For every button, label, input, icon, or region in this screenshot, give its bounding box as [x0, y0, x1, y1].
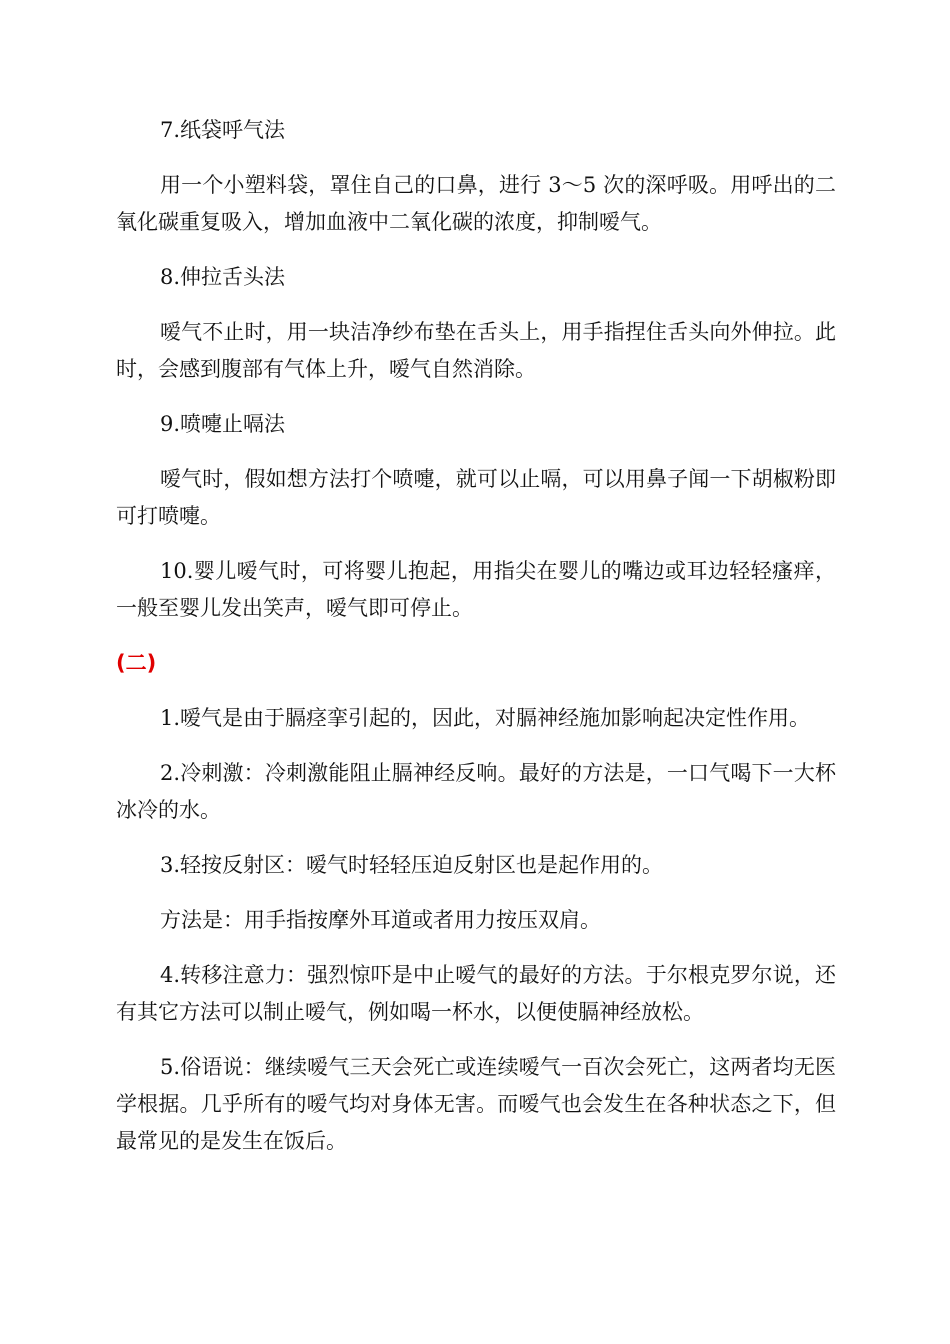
method-heading-paper-bag: 7.纸袋呼气法: [160, 118, 286, 142]
section-heading: (二): [116, 651, 157, 675]
paragraph-item-1: 1.嗳气是由于膈痉挛引起的，因此，对膈神经施加影响起决定性作用。: [160, 706, 811, 730]
paragraph-paper-bag: 用一个小塑料袋，罩住自己的口鼻，进行 3～5 次的深呼吸。用呼出的二氧化碳重复吸入，增加血液中二氧化碳的浓度，抑制嗳气。: [116, 173, 836, 234]
paragraph-item-4: 4.转移注意力：强烈惊吓是中止嗳气的最好的方法。于尔根克罗尔说，还有其它方法可以制止嗳气，例如喝一杯水，以便使膈神经放松。: [116, 963, 836, 1024]
paragraph-item-2: 2.冷刺激：冷刺激能阻止膈神经反响。最好的方法是，一口气喝下一大杯冰冷的水。: [116, 761, 836, 822]
method-heading-sneeze: 9.喷嚏止嗝法: [160, 412, 286, 436]
paragraph-sneeze: 嗳气时，假如想方法打个喷嚏，就可以止嗝，可以用鼻子闻一下胡椒粉即可打喷嚏。: [116, 467, 836, 528]
paragraph-tongue-stretch: 嗳气不止时，用一块洁净纱布垫在舌头上，用手指捏住舌头向外伸拉。此时，会感到腹部有气体上升，嗳气自然消除。: [116, 320, 836, 381]
paragraph-infant: 10.婴儿嗳气时，可将婴儿抱起，用指尖在婴儿的嘴边或耳边轻轻瘙痒，一般至婴儿发出笑声，嗳气即可停止。: [116, 559, 836, 620]
paragraph-item-5: 5.俗语说：继续嗳气三天会死亡或连续嗳气一百次会死亡，这两者均无医学根据。几乎所有的嗳气均对身体无害。而嗳气也会发生在各种状态之下，但最常见的是发生在饭后。: [116, 1055, 836, 1153]
document-page: [116, 112, 836, 1178]
paragraph-item-3: 3.轻按反射区：嗳气时轻轻压迫反射区也是起作用的。: [160, 853, 664, 877]
paragraph-item-3-method: 方法是：用手指按摩外耳道或者用力按压双肩。: [160, 908, 601, 932]
method-heading-tongue-stretch: 8.伸拉舌头法: [160, 265, 286, 289]
